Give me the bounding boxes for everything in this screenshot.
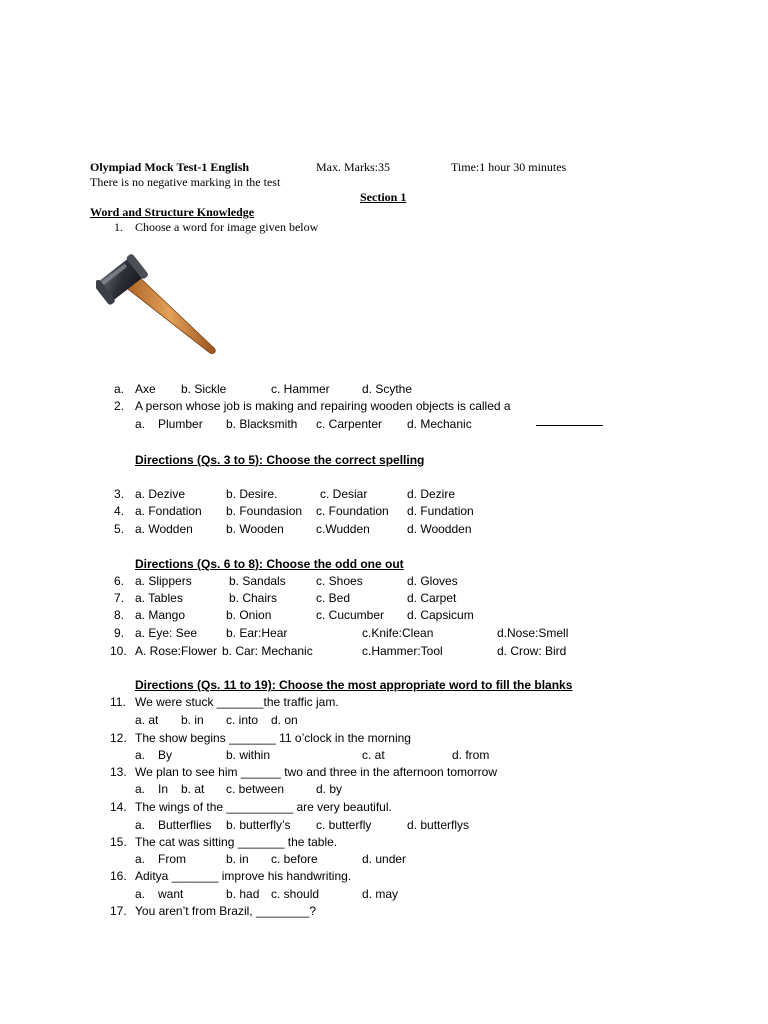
option: b. Foundasion bbox=[226, 504, 303, 518]
option: c.Knife:Clean bbox=[362, 626, 434, 640]
option: d. Gloves bbox=[407, 574, 458, 588]
option-number: a. bbox=[135, 887, 146, 901]
option-number: a. bbox=[114, 382, 125, 396]
option: b. within bbox=[226, 748, 271, 762]
option-number: a. bbox=[135, 417, 146, 431]
option: b. Ear:Hear bbox=[226, 626, 288, 640]
option: c.Hammer:Tool bbox=[362, 644, 443, 658]
option: d. under bbox=[362, 852, 407, 866]
option: b. Blacksmith bbox=[226, 417, 298, 431]
option: Plumber bbox=[158, 417, 203, 431]
option: b. Car: Mechanic bbox=[222, 644, 313, 658]
option: c. Hammer bbox=[271, 382, 330, 396]
question-text: Choose a word for image given below bbox=[135, 220, 319, 234]
question-number: 5. bbox=[114, 522, 125, 536]
question-number: 7. bbox=[114, 591, 125, 605]
option: b. Wooden bbox=[226, 522, 284, 536]
section-heading: Section 1 bbox=[360, 190, 407, 204]
option: b. butterfly’s bbox=[226, 818, 291, 832]
question-number: 4. bbox=[114, 504, 125, 518]
option: d. may bbox=[362, 887, 399, 901]
option: b. at bbox=[181, 782, 205, 796]
option: d. Scythe bbox=[362, 382, 413, 396]
option: c. at bbox=[362, 748, 385, 762]
test-title: Olympiad Mock Test-1 English bbox=[90, 160, 250, 174]
question-text: The wings of the __________ are very beautiful. bbox=[135, 800, 392, 814]
option: d. on bbox=[271, 713, 298, 727]
question-number: 16. bbox=[110, 869, 127, 883]
option: c. Desiar bbox=[320, 487, 368, 501]
question-number: 17. bbox=[110, 904, 127, 918]
option: a. Wodden bbox=[135, 522, 193, 536]
question-text: We plan to see him ______ two and three in the afternoon tomorrow bbox=[135, 765, 497, 779]
option: c. between bbox=[226, 782, 285, 796]
option: d. Fundation bbox=[407, 504, 474, 518]
option: a. Mango bbox=[135, 608, 186, 622]
question-number: 6. bbox=[114, 574, 125, 588]
option: want bbox=[158, 887, 184, 901]
option: b. in bbox=[181, 713, 204, 727]
option-number: a. bbox=[135, 852, 146, 866]
question-text: Aditya _______ improve his handwriting. bbox=[135, 869, 352, 883]
option: c. Bed bbox=[316, 591, 351, 605]
question-text: The show begins _______ 11 o’clock in the morning bbox=[135, 731, 411, 745]
question-text: We were stuck _______the traffic jam. bbox=[135, 695, 339, 709]
option-number: a. bbox=[135, 818, 146, 832]
question-text: The cat was sitting _______ the table. bbox=[135, 835, 338, 849]
option: b. Sickle bbox=[181, 382, 227, 396]
question-number: 12. bbox=[110, 731, 127, 745]
option: Axe bbox=[135, 382, 156, 396]
max-marks: Max. Marks:35 bbox=[316, 160, 390, 174]
option: c. before bbox=[271, 852, 318, 866]
option: d. butterflys bbox=[407, 818, 470, 832]
option: Butterflies bbox=[158, 818, 212, 832]
question-number: 14. bbox=[110, 800, 127, 814]
answer-blank-line bbox=[536, 425, 603, 426]
option: d. Dezire bbox=[407, 487, 456, 501]
question-text: You aren’t from Brazil, ________? bbox=[135, 904, 317, 918]
option: A. Rose:Flower bbox=[135, 644, 218, 658]
question-number: 8. bbox=[114, 608, 125, 622]
option: d. from bbox=[452, 748, 490, 762]
option-number: a. bbox=[135, 782, 146, 796]
option: c. Cucumber bbox=[316, 608, 385, 622]
option: b. Sandals bbox=[229, 574, 286, 588]
question-text: A person whose job is making and repairing wooden objects is called a bbox=[135, 399, 511, 413]
negative-marking-note: There is no negative marking in the test bbox=[90, 175, 281, 189]
hammer-image bbox=[96, 254, 222, 360]
subheading: Word and Structure Knowledge bbox=[90, 205, 255, 219]
question-number: 2. bbox=[114, 399, 125, 413]
option: d. Woodden bbox=[407, 522, 472, 536]
option: From bbox=[158, 852, 186, 866]
option: b. in bbox=[226, 852, 249, 866]
time-limit: Time:1 hour 30 minutes bbox=[451, 160, 567, 174]
option: a. Eye: See bbox=[135, 626, 198, 640]
option: b. had bbox=[226, 887, 260, 901]
option: d.Nose:Smell bbox=[497, 626, 569, 640]
directions-heading: Directions (Qs. 11 to 19): Choose the most appropriate word to fill the blanks bbox=[135, 678, 573, 692]
option: In bbox=[158, 782, 169, 796]
option: d. Mechanic bbox=[407, 417, 472, 431]
question-number: 9. bbox=[114, 626, 125, 640]
option: c. Shoes bbox=[316, 574, 363, 588]
directions-heading: Directions (Qs. 6 to 8): Choose the odd one out bbox=[135, 557, 404, 571]
option: a. Dezive bbox=[135, 487, 186, 501]
question-number: 3. bbox=[114, 487, 125, 501]
option: b. Chairs bbox=[229, 591, 278, 605]
option: a. at bbox=[135, 713, 159, 727]
option: d. Capsicum bbox=[407, 608, 474, 622]
option: d. by bbox=[316, 782, 343, 796]
question-number: 15. bbox=[110, 835, 127, 849]
option-number: a. bbox=[135, 748, 146, 762]
option: b. Desire. bbox=[226, 487, 278, 501]
option: c. Carpenter bbox=[316, 417, 383, 431]
option: d. Crow: Bird bbox=[497, 644, 567, 658]
question-number: 10. bbox=[110, 644, 127, 658]
option: a. Fondation bbox=[135, 504, 202, 518]
directions-heading: Directions (Qs. 3 to 5): Choose the correct spelling bbox=[135, 453, 425, 467]
option: a. Slippers bbox=[135, 574, 192, 588]
question-number: 1. bbox=[114, 220, 123, 234]
option: b. Onion bbox=[226, 608, 272, 622]
option: c. Foundation bbox=[316, 504, 389, 518]
option: c. butterfly bbox=[316, 818, 372, 832]
option: a. Tables bbox=[135, 591, 183, 605]
option: d. Carpet bbox=[407, 591, 457, 605]
question-number: 11. bbox=[110, 695, 126, 709]
option: c. into bbox=[226, 713, 259, 727]
option: By bbox=[158, 748, 173, 762]
option: c. should bbox=[271, 887, 320, 901]
question-number: 13. bbox=[110, 765, 127, 779]
option: c.Wudden bbox=[316, 522, 370, 536]
